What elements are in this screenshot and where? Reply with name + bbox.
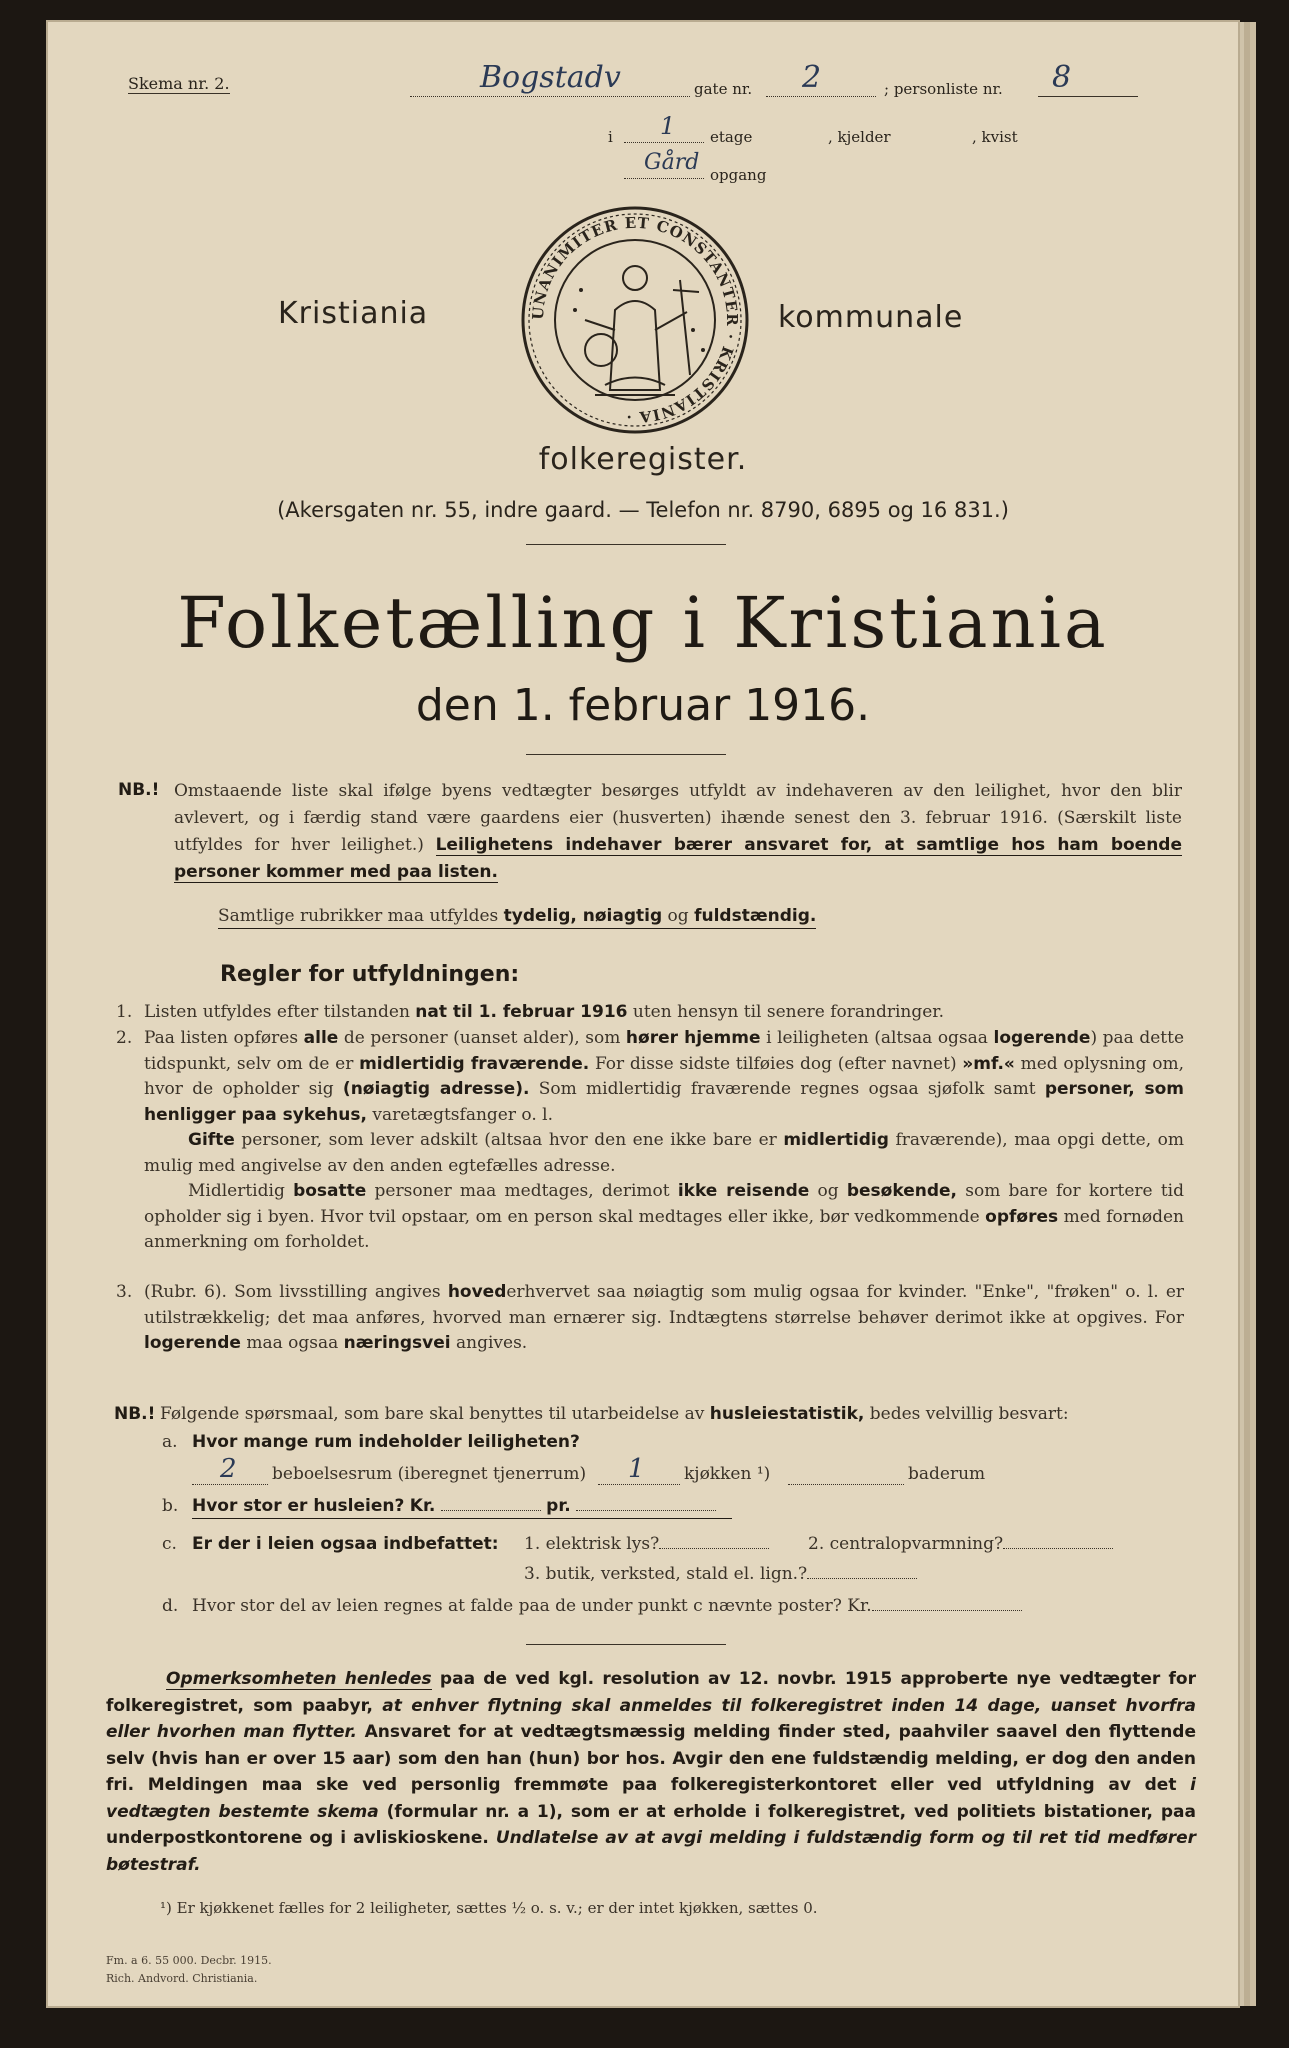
gifte-d: fraværende), maa opgi dette, om mulig med angivelse av den anden egtefælles adresse.: [144, 1130, 1185, 1176]
q-c: [192, 1532, 499, 1556]
skema-text: Skema nr. 2.: [128, 74, 230, 93]
rule2-m: Som midlertidig fraværende regnes ogsaa sjøfolk samt: [538, 1079, 1036, 1099]
nb1-line3: [218, 904, 816, 929]
midl-g: som bare for kortere tid opholder sig i byen. Hvor tvil opstaar, om en person skal medtages eller ikke, bør vedkommende: [144, 1181, 1184, 1227]
divider-1: [526, 544, 726, 545]
rule2-c: de personer (uanset alder), som: [343, 1028, 621, 1048]
nb1-t3c: og: [667, 906, 689, 926]
q-a: [192, 1430, 580, 1454]
notice-a: Opmerksomheten henledes: [166, 1669, 432, 1689]
personliste-field: [1038, 60, 1138, 97]
footnote: ¹) Er kjøkkenet fælles for 2 leiligheter, sættes ½ o. s. v.; er der intet kjøkken, sættes 0.: [160, 1899, 818, 1917]
rooms-value: 2: [220, 1454, 237, 1484]
rules-heading: Regler for utfyldningen:: [220, 962, 520, 987]
nb1-t3d: fuldstændig.: [694, 906, 817, 926]
office-register: folkeregister.: [538, 442, 748, 477]
nb2-label: [114, 1402, 155, 1426]
gate-label: gate nr.: [694, 80, 753, 98]
rule2-i: For disse sidste tilføies dog (efter navnet): [594, 1053, 957, 1074]
nb2-intro-a: Følgende spørsmaal, som bare skal benyttes til utarbeidelse av: [160, 1404, 705, 1424]
notice-c: at enhver flytning skal anmeldes til folkeregistret inden 14 dage, uanset hvorfra eller hvorhen man flytter.: [106, 1695, 1196, 1742]
q-a-text: Hvor mange rum indeholder leiligheten?: [192, 1432, 580, 1452]
etage-value: 1: [660, 112, 676, 140]
divider-3: [526, 1644, 726, 1645]
rule2-f: logerende: [993, 1028, 1091, 1048]
nb2-intro-c: bedes velvillig besvart:: [869, 1404, 1069, 1424]
rule1-num: 1.: [116, 1002, 133, 1022]
q-c-2: [808, 1532, 1113, 1556]
seal-icon: [515, 200, 755, 440]
midl-h: opføres: [985, 1206, 1059, 1227]
notice-b: paa de ved kgl. resolution av 12. novbr. 1915 approberte nye vedtægter for folkeregistret, som paabyr,: [106, 1669, 1196, 1716]
rule1-a: Listen utfyldes efter tilstanden: [144, 1002, 410, 1022]
nb1-t3b: tydelig, nøiagtig: [503, 906, 663, 926]
opgang-field: [624, 148, 704, 179]
personliste-value: 8: [1052, 60, 1072, 95]
title-main: Folketælling i Kristiania: [177, 582, 1109, 664]
gifte-c: midlertidig: [783, 1130, 889, 1150]
rule3-b: hoved: [447, 1282, 507, 1302]
kitchen-value: 1: [628, 1454, 645, 1484]
q-d: [192, 1594, 1022, 1618]
rule3-f: næringsvei: [343, 1333, 451, 1353]
rule3-num: 3.: [116, 1282, 133, 1302]
q-c-1-text: 1. elektrisk lys?: [524, 1534, 660, 1554]
nb2-intro-b: husleiestatistik,: [709, 1404, 865, 1424]
midl-c: personer maa medtages, derimot: [374, 1181, 670, 1201]
rule3-e: maa ogsaa: [246, 1333, 339, 1353]
gate-field: [766, 60, 876, 97]
divider-2: [526, 754, 726, 755]
nb1-text-2: Leilighetens indehaver bærer ansvaret for, at samtlige hos ham boende personer kommer med paa listen.: [174, 835, 1183, 882]
nb1-text-1: Omstaaende liste skal ifølge byens vedtægter besørges utfyldt av indehaveren av den leilighet, hvor den blir avlevert, og i færdig stand være gaardens eier (husverten) ihænde senest den 3. februar 1916. (Særskilt liste utfyldes for hver leilighet.): [174, 781, 1182, 855]
q-b-label: b.: [162, 1496, 179, 1516]
q-b: [192, 1494, 732, 1519]
rule2-j: »mf.«: [962, 1053, 1015, 1074]
notice-e: i vedtægten bestemte skema: [106, 1775, 1196, 1822]
nb2-intro: [160, 1402, 1184, 1426]
q-b-pr: pr.: [546, 1496, 571, 1516]
rule2-d: hører hjemme: [625, 1028, 761, 1048]
rule3-g: angives.: [456, 1333, 528, 1353]
midl-i: med fornøden anmerkning om forholdet.: [144, 1206, 1184, 1252]
rule3-text: [144, 1280, 1184, 1357]
q-b-text: Hvor stor er husleien?: [192, 1496, 405, 1516]
census-form-page: [48, 22, 1238, 2006]
rule1-text: [144, 1000, 1184, 1024]
notice-f: (formular nr. a 1), som er at erholde i folkeregistret, ved politiets bistationer, paa underpostkontorene og i avliskioskene.: [106, 1801, 1196, 1848]
kristiania-seal: [515, 200, 755, 440]
q-c-3: [524, 1562, 917, 1586]
rule2-l: (nøiagtig adresse).: [342, 1079, 530, 1099]
gate-value: 2: [802, 60, 822, 95]
nb1-t3a: Samtlige rubrikker maa utfyldes: [218, 906, 499, 926]
midl-b: bosatte: [293, 1181, 367, 1201]
rule2-a: Paa listen opføres: [144, 1028, 299, 1048]
street-value: Bogstadv: [480, 60, 621, 95]
rooms-label: beboelsesrum (iberegnet tjenerrum): [272, 1464, 587, 1484]
title-date: den 1. februar 1916.: [415, 680, 871, 731]
kvist-label: , kvist: [972, 128, 1018, 146]
rule3-c: erhvervet saa nøiagtig som mulig ogsaa for kvinder. "Enke", "frøken" o. l. er utilstrækkelig; det maa anføres, hvorved man ernærer sig. Indtægtens størrelse behøver derimot ikke at opgives. For: [144, 1282, 1185, 1328]
rule3-d: logerende: [144, 1333, 241, 1353]
q-c-text: Er der i leien ogsaa indbefattet:: [192, 1534, 499, 1554]
q-a-label: a.: [162, 1432, 178, 1452]
nb2-label-text: NB.!: [114, 1404, 156, 1424]
svg-text:UNANIMITER ET CONSTANTER · KRI: UNANIMITER ET CONSTANTER · KRISTIANIA ·: [528, 213, 742, 427]
street-field: [410, 60, 690, 97]
imprint-line2: Rich. Andvord. Christiania.: [106, 1972, 258, 1985]
skema-label: [128, 74, 230, 93]
rooms-field: [192, 1454, 268, 1485]
office-left: Kristiania: [278, 296, 429, 331]
q-d-label: d.: [162, 1596, 179, 1616]
rule2-n: personer, som henligger paa sykehus,: [144, 1079, 1185, 1125]
notice-g: Undlatelse av at avgi melding i fuldstændig form og til ret tid medfører bøtestraf.: [106, 1828, 1197, 1875]
midl-e: og: [817, 1181, 839, 1201]
imprint-line1: Fm. a 6. 55 000. Decbr. 1915.: [106, 1954, 272, 1967]
midl-a: Midlertidig: [188, 1181, 285, 1201]
kitchen-field: [598, 1454, 680, 1485]
q-d-kr: Kr.: [847, 1596, 872, 1616]
notice-d: Ansvaret for at vedtægtsmæssig melding finder sted, paahviler saavel den flyttende selv (hvis han er over 15 aar) som den han (hun) bor hos. Avgir den ene fuldstændig melding, er dog den anden fri. Meldingen maa ske ved personlig fremmøte paa folkeregisterkontoret eller ved utfyldning av det: [106, 1722, 1196, 1795]
rule2-h: midlertidig fraværende.: [359, 1053, 590, 1074]
bath-label: baderum: [908, 1464, 986, 1484]
gifte-a: Gifte: [188, 1130, 235, 1150]
rule2-b: alle: [303, 1028, 339, 1048]
midl-f: besøkende,: [846, 1181, 957, 1201]
q-c-1: [524, 1532, 769, 1556]
personliste-label: ; personliste nr.: [884, 80, 1003, 98]
rule1-c: uten hensyn til senere forandringer.: [632, 1002, 944, 1022]
q-c-3-text: 3. butik, verksted, stald el. lign.?: [524, 1564, 808, 1584]
rule2-k: med oplysning om, hvor de opholder sig: [144, 1053, 1184, 1099]
midl-d: ikke reisende: [677, 1181, 810, 1201]
rule3-a: (Rubr. 6). Som livsstilling angives: [144, 1282, 441, 1302]
nb1-label-text: NB.!: [118, 780, 160, 800]
nb1-text: [174, 778, 1182, 886]
kjelder-label: , kjelder: [828, 128, 891, 146]
gifte-b: personer, som lever adskilt (altsaa hvor den ene ikke bare er: [241, 1130, 777, 1150]
office-right: kommunale: [778, 300, 964, 335]
rule2-e: i leiligheten (altsaa ogsaa: [766, 1028, 988, 1048]
etage-label: etage: [710, 128, 753, 146]
nb1-label: [118, 778, 159, 802]
q-b-kr: Kr.: [409, 1496, 436, 1516]
rule2-num: 2.: [116, 1028, 133, 1048]
bath-field: [788, 1458, 904, 1485]
rule2-o: varetægtsfanger o. l.: [372, 1104, 553, 1125]
q-c-2-text: 2. centralopvarmning?: [808, 1534, 1004, 1554]
i-label: i: [608, 128, 613, 146]
rule1-b: nat til 1. februar 1916: [415, 1002, 628, 1022]
rule2-text: [144, 1026, 1184, 1256]
opgang-label: opgang: [710, 166, 767, 184]
etage-field: [624, 112, 704, 143]
opgang-value: Gård: [644, 150, 700, 175]
office-address: (Akersgaten nr. 55, indre gaard. — Telefon nr. 8790, 6895 og 16 831.): [277, 498, 1009, 522]
kitchen-label: kjøkken ¹): [684, 1464, 771, 1484]
q-d-text: Hvor stor del av leien regnes at falde paa de under punkt c nævnte poster?: [192, 1596, 842, 1616]
q-c-label: c.: [162, 1534, 177, 1554]
rule2-g: ) paa dette tidspunkt, selv om de er: [144, 1028, 1185, 1074]
notice: [106, 1666, 1196, 1878]
